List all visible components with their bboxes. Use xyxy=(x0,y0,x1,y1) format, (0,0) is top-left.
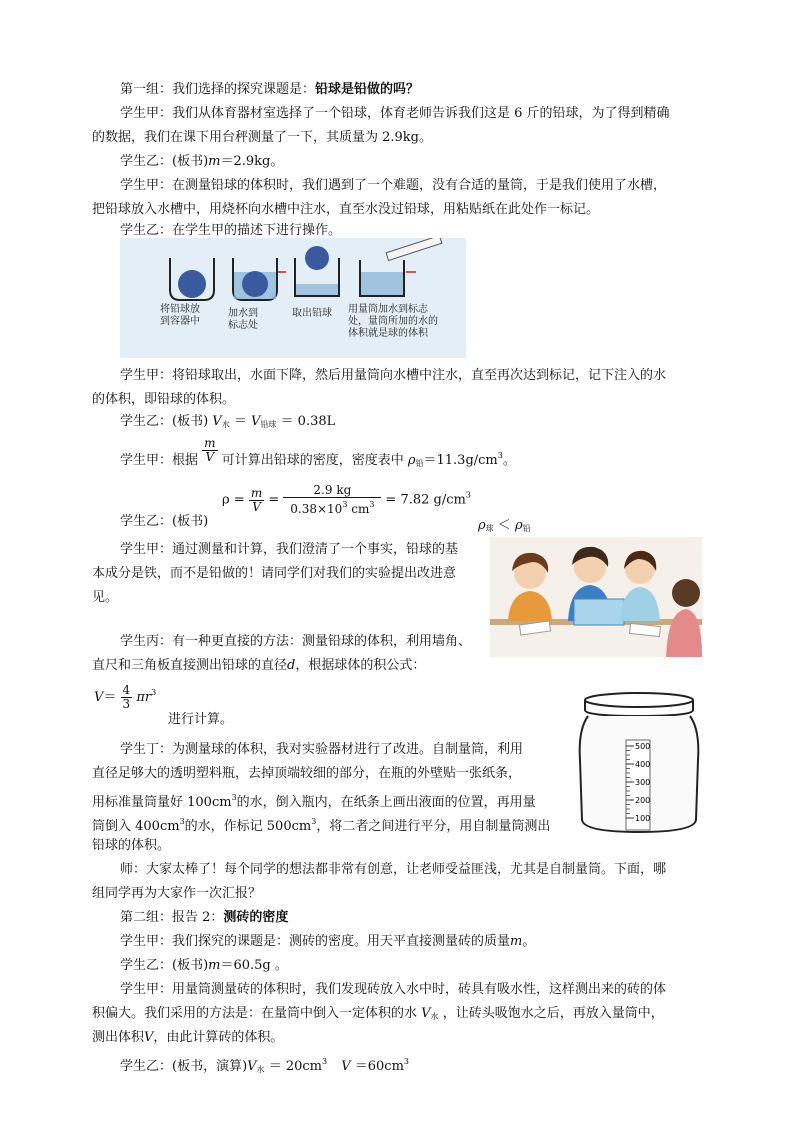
ball-icon xyxy=(242,271,268,297)
text: cm xyxy=(347,502,370,516)
paragraph-line: 学生丁：为测量球的体积，我对实验器材进行了改进。自制量筒，利用 xyxy=(120,742,524,757)
step-caption-1: 将铅球放 到容器中 xyxy=(160,304,200,327)
var-r: r xyxy=(144,690,152,705)
equation-line: 学生乙：(板书) xyxy=(120,514,209,529)
value: ＝ 20cm xyxy=(268,1059,322,1074)
var-m: m xyxy=(208,958,221,973)
text: 。 xyxy=(502,453,516,468)
density-equation xyxy=(222,484,471,516)
text: 学生甲：我们探究的课题是：测砖的密度。用天平直接测量砖的质量 xyxy=(120,934,511,949)
paragraph-line: 把铅球放入水槽中，用烧杯向水槽中注水，直至水没过铅球，用粘贴纸在此处作一标记。 xyxy=(92,202,600,217)
numerator: m xyxy=(204,436,216,450)
superscript: 3 xyxy=(497,451,503,460)
rho: ρ xyxy=(407,453,416,468)
paragraph-line xyxy=(92,1004,664,1027)
text: 学生乙：(板书，演算) xyxy=(120,1059,248,1074)
topic-title: 测砖的密度 xyxy=(223,910,289,925)
paragraph-line: 学生甲：通过测量和计算，我们澄清了一个事实，铅球的基 xyxy=(120,542,459,557)
step-caption-4: 用量筒加水到标志 处，量筒所加的水的 体积就是球的体积 xyxy=(348,304,438,339)
paragraph-line xyxy=(92,788,536,813)
var-d: d xyxy=(287,658,296,673)
value: ＝60cm xyxy=(354,1059,404,1074)
jar-tick-label: 400 xyxy=(635,760,651,769)
text: 0.38×10 xyxy=(290,502,343,516)
paragraph-line: 学生甲：我们从体育器材室选择了一个铅球，体育老师告诉我们这是 6 斤的铅球，为了得到精确 xyxy=(120,106,670,121)
rho: ρ xyxy=(478,518,486,533)
paragraph-line: 学生甲：在测量铅球的体积时，我们遇到了一个难题，没有合适的量筒，于是我们使用了水槽， xyxy=(120,178,667,193)
var-v: V xyxy=(341,1059,351,1074)
superscript: 3 xyxy=(151,688,157,697)
pi: π xyxy=(136,690,145,705)
denominator xyxy=(288,498,376,516)
numerator: 2.9 kg xyxy=(283,484,381,498)
text: 。 xyxy=(522,934,536,949)
text: 学生甲：根据 xyxy=(120,453,199,468)
superscript: 3 xyxy=(231,793,237,802)
equation-line xyxy=(120,436,516,474)
paragraph-line xyxy=(120,956,288,976)
text: ＝60.5g 。 xyxy=(220,958,288,973)
paragraph-line xyxy=(92,812,550,837)
paragraph-line: 本成分是铁，而不是铅做的！请同学们对我们的实验提出改进意 xyxy=(92,566,457,581)
text: 可计算出铅球的密度，密度表中 xyxy=(221,453,404,468)
jar-tick-label: 300 xyxy=(635,778,651,787)
paragraph-line xyxy=(120,152,283,172)
text: ，将二者之间进行平分，用自制量筒测出 xyxy=(316,819,551,834)
students-illustration xyxy=(490,537,702,657)
var-v: V xyxy=(250,414,261,429)
result: = 7.82 g/cm xyxy=(385,492,466,508)
ball-icon xyxy=(305,246,329,270)
jar-tick-label: 100 xyxy=(635,814,651,823)
fraction xyxy=(249,487,264,514)
denominator: 3 xyxy=(122,697,131,711)
text: 学生乙：(板书) xyxy=(120,958,209,973)
jar-tick-label: 200 xyxy=(635,796,651,805)
paragraph-line xyxy=(92,656,425,676)
superscript: 3 xyxy=(321,1057,328,1066)
eq-sign: ＝ xyxy=(280,414,294,429)
paragraph-line xyxy=(120,932,535,952)
value: 0.38L xyxy=(297,414,336,429)
lt-sign: ＜ xyxy=(497,518,511,533)
text: 学生乙：(板书) xyxy=(120,154,209,169)
eq-sign: ＝ xyxy=(233,414,247,429)
rho: ρ xyxy=(514,518,523,533)
sphere-volume-formula xyxy=(94,684,156,711)
text: ，让砖头吸饱水之后，再放入量筒中， xyxy=(442,1006,664,1021)
text: 第二组：报告 2： xyxy=(120,910,224,925)
var-v: V xyxy=(421,1006,431,1021)
var-m: m xyxy=(208,154,221,169)
text: ，根据球体的积公式： xyxy=(295,658,426,673)
text: 用标准量筒量好 100cm xyxy=(92,795,232,810)
subscript: 铅 xyxy=(522,524,531,533)
paragraph-line: 的数据，我们在课下用台秤测量了一下，其质量为 2.9kg。 xyxy=(92,130,433,145)
rho: ρ xyxy=(222,492,230,508)
experiment-steps-figure xyxy=(120,238,466,358)
superscript: 3 xyxy=(403,1057,409,1066)
var-v: V xyxy=(144,1030,154,1045)
text: 学生乙：(板书) xyxy=(120,414,209,429)
jar-illustration xyxy=(576,690,702,838)
paragraph-line: 直径足够大的透明塑料瓶，去掉顶端较细的部分，在瓶的外壁贴一张纸条， xyxy=(92,766,522,781)
fraction xyxy=(283,484,381,516)
students-picture xyxy=(490,537,702,657)
var-v: V xyxy=(94,690,104,705)
subscript: 水 xyxy=(430,1012,439,1021)
text: ＝2.9kg。 xyxy=(220,154,284,169)
homemade-measuring-jar xyxy=(576,690,702,838)
value: ＝11.3g/cm xyxy=(423,453,498,468)
experiment-steps-illustration xyxy=(120,238,466,358)
superscript: 3 xyxy=(342,500,348,509)
text: 第一组：我们选择的探究课题是： xyxy=(120,82,316,97)
jar-tick-label: 500 xyxy=(635,742,651,751)
equation-line xyxy=(120,412,335,435)
paragraph-line: 见。 xyxy=(92,590,119,605)
subscript: 铅 xyxy=(415,459,424,468)
topic-title: 铅球是铅做的吗？ xyxy=(315,82,420,97)
text: 的水，倒入瓶内，在纸条上画出液面的位置，再用量 xyxy=(236,795,536,810)
numerator: m xyxy=(250,485,263,500)
paragraph-line: 学生丙：有一种更直接的方法：测量铅球的体积，利用墙角、 xyxy=(120,634,472,649)
line-group1-title xyxy=(120,80,419,100)
step-caption-2: 加水到 标志处 xyxy=(228,308,258,331)
superscript: 3 xyxy=(465,490,471,500)
text: 直尺和三角板直接测出铅球的直径 xyxy=(92,658,288,673)
text: ，由此计算砖的体积。 xyxy=(153,1030,284,1045)
var-m: m xyxy=(510,934,523,949)
eq-sign: ＝ xyxy=(103,690,117,705)
subscript: 球 xyxy=(485,524,494,533)
text: 筒倒入 400cm xyxy=(92,819,180,834)
line-group2-title xyxy=(120,908,288,928)
paragraph-line: 学生乙：在学生甲的描述下进行操作。 xyxy=(120,223,342,238)
fraction-m-over-v xyxy=(202,437,217,464)
eq-sign: = xyxy=(233,492,245,508)
superscript: 3 xyxy=(179,817,185,826)
var-v: V xyxy=(247,1059,257,1074)
ball-icon xyxy=(178,270,206,298)
paragraph-line: 师：大家太棒了！每个同学的想法都非常有创意，让老师受益匪浅，尤其是自制量筒。下面，哪 xyxy=(120,862,667,877)
numerator: 4 xyxy=(122,683,131,697)
paragraph-line xyxy=(92,1028,283,1048)
subscript: 水 xyxy=(221,420,230,429)
paragraph-line: 的体积，即铅球的体积。 xyxy=(92,392,236,407)
fraction xyxy=(121,684,133,711)
subscript: 水 xyxy=(256,1065,265,1074)
denominator: V xyxy=(252,499,261,514)
text: 积偏大。我们采用的方法是：在量筒中倒入一定体积的水 xyxy=(92,1006,418,1021)
superscript: 3 xyxy=(311,817,317,826)
text: 测出体积 xyxy=(92,1030,145,1045)
paragraph-line: 铅球的体积。 xyxy=(92,838,171,853)
text: 的水，作标记 500cm xyxy=(184,819,312,834)
step-caption-3: 取出铅球 xyxy=(292,308,332,319)
paragraph-line: 学生甲：将铅球取出，水面下降，然后用量筒向水槽中注水，直至再次达到标记，记下注入的水 xyxy=(120,368,667,383)
paragraph-line: 学生甲：用量筒测量砖的体积时，我们发现砖放入水中时，砖具有吸水性，这样测出来的砖的体 xyxy=(120,982,667,997)
paragraph-line: 组同学再为大家作一次汇报？ xyxy=(92,886,262,901)
subscript: 铅球 xyxy=(260,420,277,429)
denominator: V xyxy=(205,450,215,464)
superscript: 3 xyxy=(369,500,375,509)
var-v: V xyxy=(212,414,222,429)
equation-line xyxy=(120,1052,409,1080)
inequality xyxy=(478,514,531,534)
eq-sign: = xyxy=(268,492,280,508)
paragraph-line: 进行计算。 xyxy=(168,712,234,727)
